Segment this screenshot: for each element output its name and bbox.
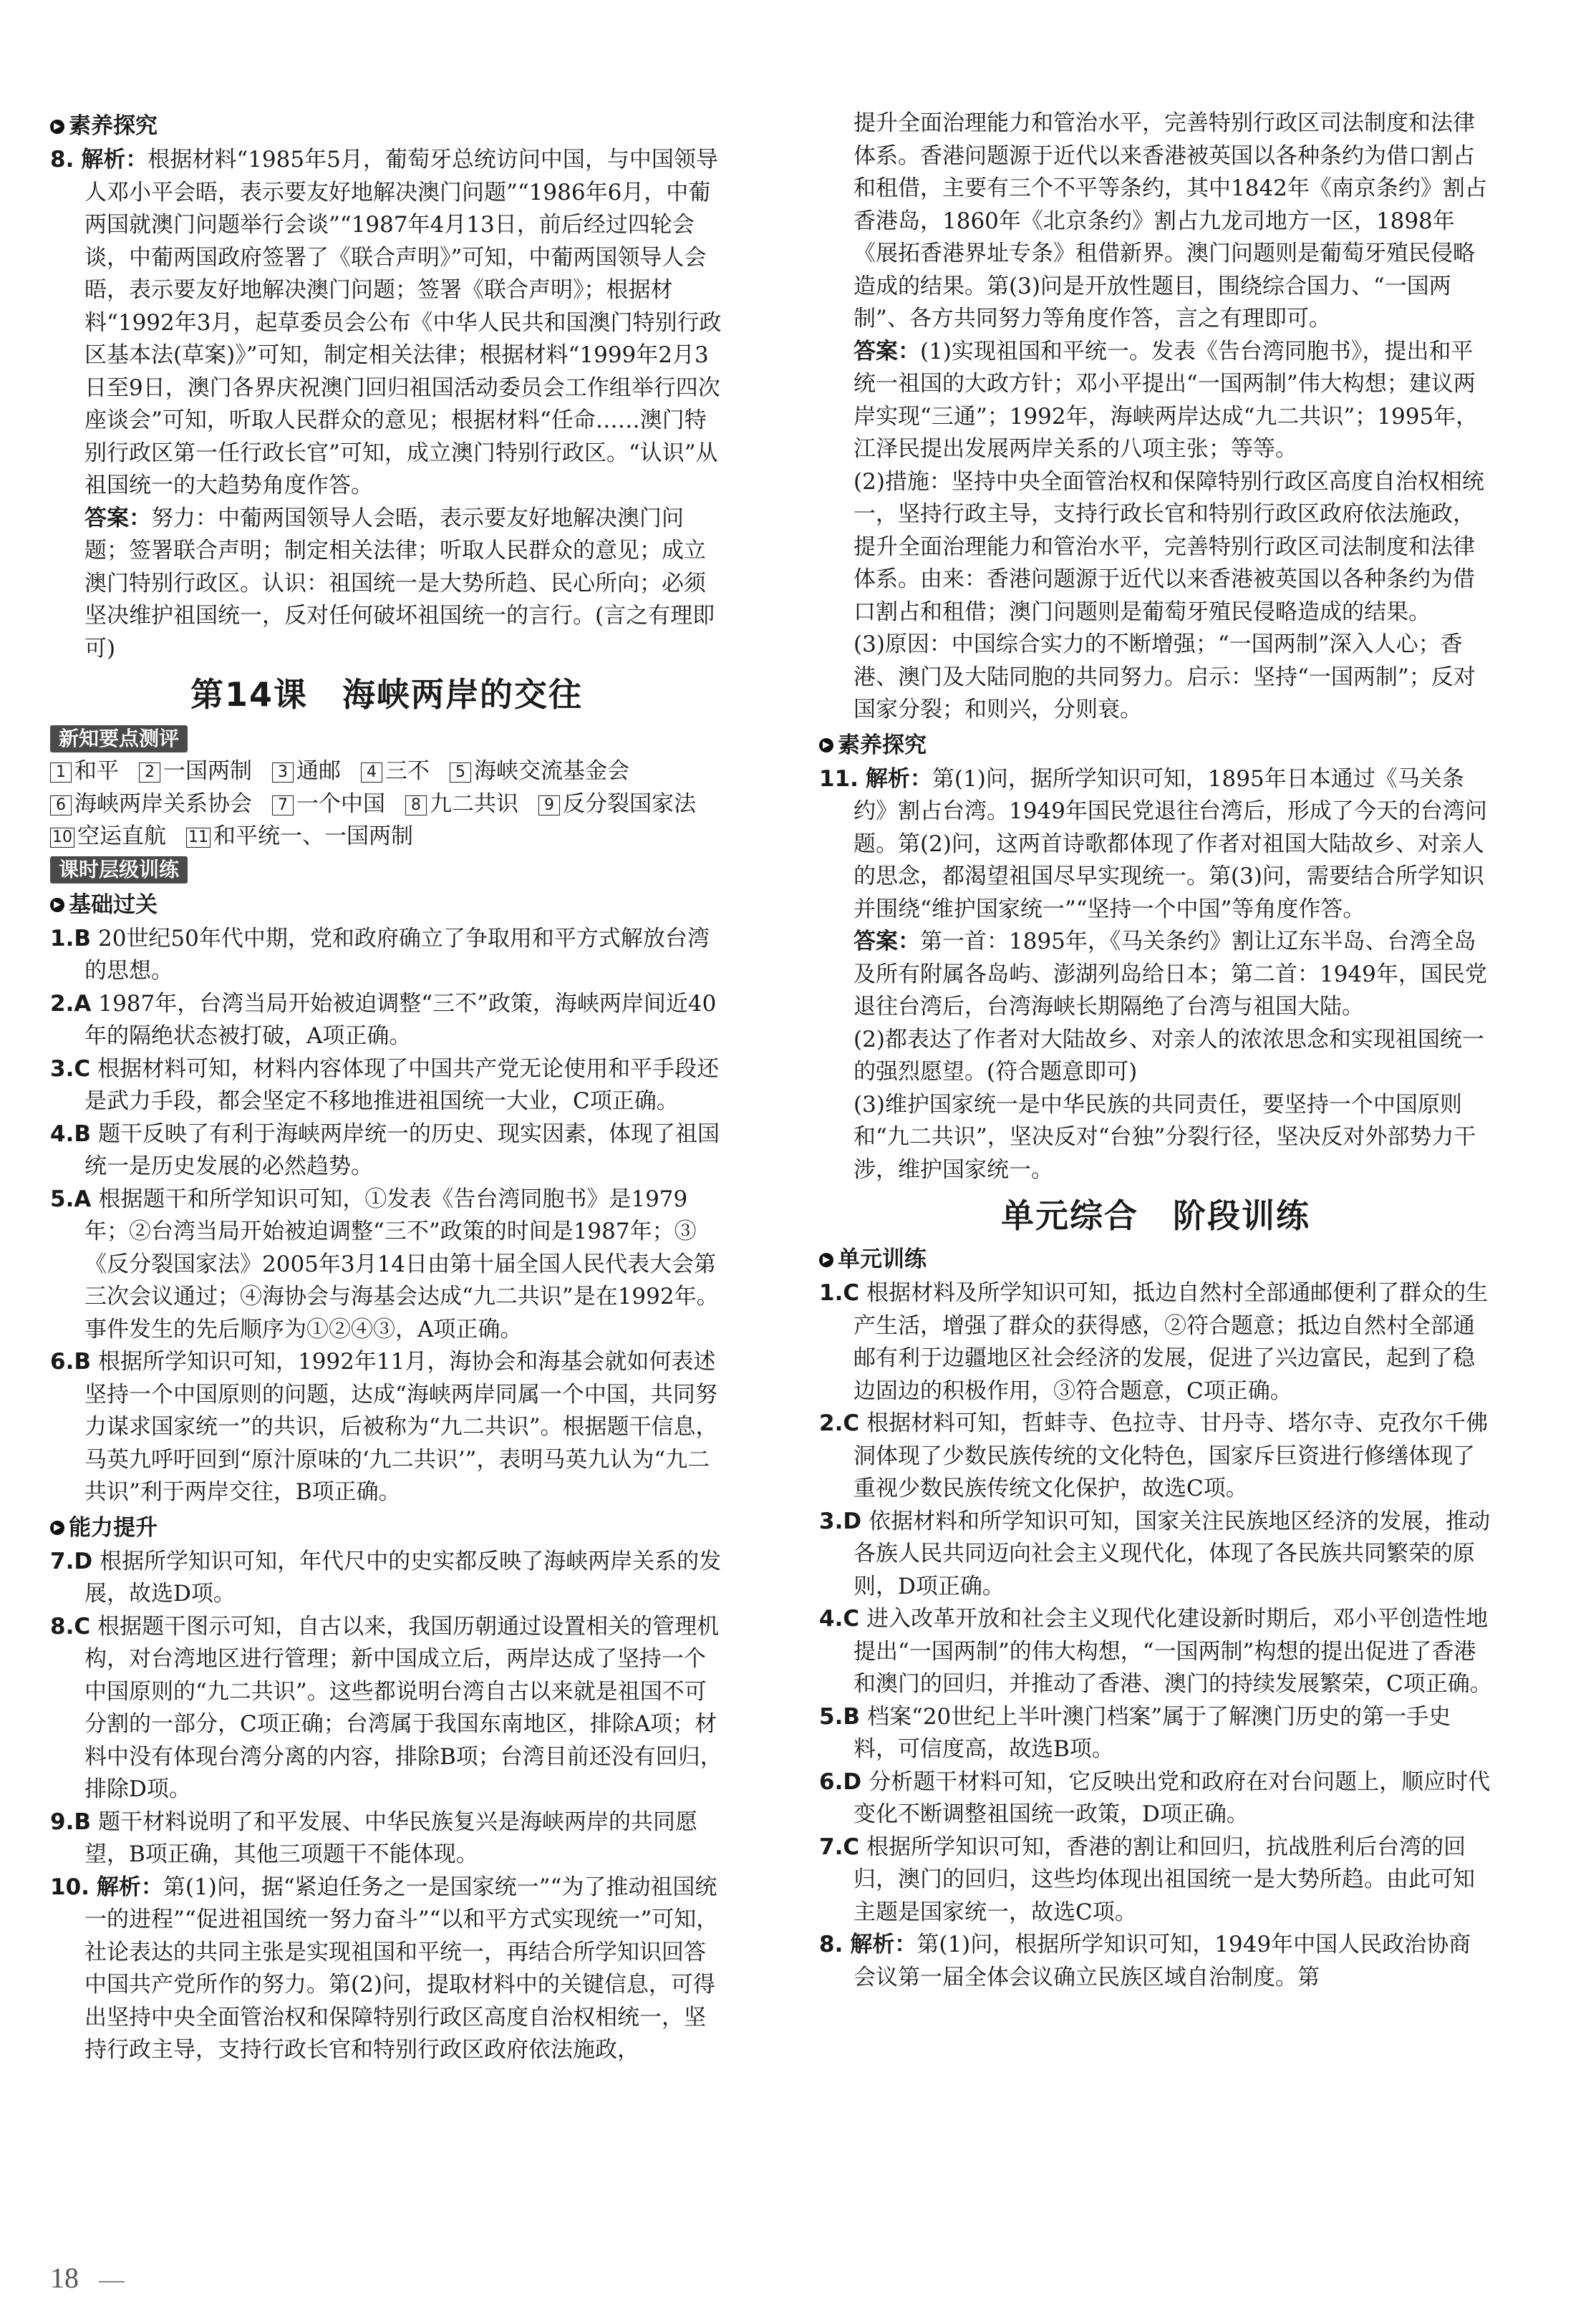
play-icon: ▶ <box>50 898 64 912</box>
answer-item: 1.C 根据材料及所学知识可知，抵边自然村全部通邮便利了群众的生产生活，增强了群众的获得感，②符合题意；抵边自然村全部通邮有利于边疆地区社会经济的发展，促进了兴边富民，起到了稳边固边的积极作用，③符合题意，C项正确。 <box>819 1280 1489 1404</box>
answer-item: 2.C 根据材料可知，哲蚌寺、色拉寺、甘丹寺、塔尔寺、克孜尔千佛洞体现了少数民族传统的文化特色，国家斥巨资进行修缮体现了重视少数民族传统文化保护，故选C项。 <box>819 1410 1489 1501</box>
keyword-number: 2 <box>139 762 160 783</box>
keyword-text: 海峡两岸关系协会 <box>74 790 252 817</box>
play-icon: ▶ <box>50 120 64 134</box>
keyword-answer <box>450 755 629 788</box>
section-header-jichu <box>50 889 723 921</box>
keyword-text: 海峡交流基金会 <box>474 758 629 784</box>
answer-block-10-1: 答案：(1)实现祖国和平统一。发表《告台湾同胞书》，提出和平统一祖国的大政方针；邓小平提出“一国两制”伟大构想；建议两岸实现“三通”；1992年，海峡两岸达成“九二共识”；1995年，江泽民提出发展两岸关系的八项主张；等等。 <box>853 338 1479 462</box>
keyword-number: 1 <box>50 762 72 783</box>
keyword-number: 11 <box>186 828 211 848</box>
keyword-answer <box>50 755 119 788</box>
section-title: 单元训练 <box>838 1246 927 1272</box>
unit-items-list <box>819 1277 1492 1929</box>
keyword-text: 一个中国 <box>296 790 385 817</box>
answer-block-11-3: (3)维护国家统一是中华民族的共同责任，要坚持一个中国原则和“九二共识”，坚决反对“台独”分裂行径，坚决反对外部势力干涉，维护国家统一。 <box>853 1091 1476 1183</box>
keyword-answer <box>361 755 430 788</box>
keyword-answer <box>272 788 385 821</box>
keyword-text: 九二共识 <box>430 790 518 817</box>
right-column <box>819 107 1492 1994</box>
keyword-answer <box>272 755 341 788</box>
keyword-number: 7 <box>272 795 294 815</box>
lesson-title: 第14课 海峡两岸的交往 <box>190 675 583 714</box>
answer-block-11-1: 答案：第一首：1895年，《马关条约》割让辽东半岛、台湾全岛及所有附属各岛屿、澎湖列岛给日本；第二首：1949年，国民党退往台湾后，台湾海峡长期隔绝了台湾与祖国大陆。 <box>853 929 1487 1020</box>
answer-block-10-2: (2)措施：坚持中央全面管治权和保障特别行政区高度自治权相统一，坚持行政主导，支持行政长官和特别行政区政府依法施政，提升全面治理能力和管治水平，完善特别行政区司法制度和法律体系。由来：香港问题源于近代以来香港被英国以各种条约为借口割占和租借；澳门问题则是葡萄牙殖民侵略造成的结果。 <box>853 468 1484 625</box>
badge-xinzhi: 新知要点测评 <box>50 725 188 752</box>
answer-block-8: 答案：努力：中葡两国领导人会晤，表示要友好地解决澳门问题；签署联合声明；制定相关法律；听取人民群众的意见；成立澳门特别行政区。认识：祖国统一是大势所趋、民心所向；必须坚决维护祖国统一，反对任何破坏祖国统一的言行。(言之有理即可) <box>84 505 715 662</box>
answer-item: 8.C 根据题干图示可知，自古以来，我国历朝通过设置相关的管理机构，对台湾地区进行管理；新中国成立后，两岸达成了坚持一个中国原则的“九二共识”。这些都说明台湾自古以来就是祖国不可分割的一部分，C项正确；台湾属于我国东南地区，排除A项；材料中没有体现台湾分离的内容，排除B项；台湾目前还没有回归，排除D项。 <box>50 1613 722 1802</box>
answer-item: 3.C 根据材料可知，材料内容体现了中国共产党无论使用和平手段还是武力手段，都会坚定不移地推进祖国统一大业，C项正确。 <box>50 1055 720 1114</box>
answer-block-11-2: (2)都表达了作者对大陆故乡、对亲人的浓浓思念和实现祖国统一的强烈愿望。(符合题意即可) <box>853 1026 1484 1085</box>
play-icon: ▶ <box>50 1521 64 1535</box>
keyword-number: 6 <box>50 795 72 815</box>
answer-item-10-cont: 提升全面治理能力和管治水平，完善特别行政区司法制度和法律体系。香港问题源于近代以来香港被英国以各种条约为借口割占和租借，主要有三个不平等条约，其中1842年《南京条约》割占香港岛，1860年《北京条约》割占九龙司地方一区，1898年《展拓香港界址专条》租借新界。澳门问题则是葡萄牙殖民侵略造成的结果。第(3)问是开放性题目，围绕综合国力、“一国两制”、各方共同努力等角度作答，言之有理即可。 <box>853 110 1487 331</box>
keyword-text: 反分裂国家法 <box>563 790 696 817</box>
answer-item-10: 10. 解析：第(1)问，据“紧迫任务之一是国家统一”“为了推动祖国统一的进程”“促进祖国统一努力奋斗”“以和平方式实现统一”可知，社论表达的共同主张是实现祖国和平统一，再结合所学知识回答中国共产党所作的努力。第(2)问，提取材料中的关键信息，可得出坚持中央全面管治权和保障特别行政区高度自治权相统一，坚持行政主导，支持行政长官和特别行政区政府依法施政， <box>50 1874 719 2063</box>
answer-item: 6.B 根据所学知识可知，1992年11月，海协会和海基会就如何表述坚持一个中国原则的问题，达成“海峡两岸同属一个中国，共同努力谋求国家统一”的共识，后被称为“九二共识”。根据题干信息，马英九呼吁回到“原汁原味的‘九二共识’”，表明马英九认为“九二共识”利于两岸交往，B项正确。 <box>50 1349 718 1505</box>
play-icon: ▶ <box>819 1253 833 1267</box>
section-header-danyuan <box>819 1244 1492 1276</box>
section-header-suyang-2 <box>819 730 1492 762</box>
answer-item: 2.A 1987年，台湾当局开始被迫调整“三不”政策，海峡两岸间近40年的隔绝状态被打破，A项正确。 <box>50 990 717 1049</box>
keyword-answer <box>50 788 252 821</box>
basic-items-list <box>50 923 723 1509</box>
page-number: 18 <box>50 2262 79 2294</box>
unit-title: 单元综合 阶段训练 <box>1001 1196 1310 1235</box>
keyword-text: 一国两制 <box>163 758 252 784</box>
keyword-text: 通邮 <box>296 758 341 784</box>
answer-item: 5.A 根据题干和所学知识可知，①发表《告台湾同胞书》是1979年；②台湾当局开始被迫调整“三不”政策的时间是1987年；③《反分裂国家法》2005年3月14日由第十届全国人民代表大会第三次会议通过；④海协会与海基会达成“九二共识”是在1992年。事件发生的先后顺序为①②④③，A项正确。 <box>50 1186 719 1342</box>
keyword-number: 10 <box>50 828 74 848</box>
keyword-number: 8 <box>405 795 427 815</box>
section-title: 基础过关 <box>69 891 158 918</box>
answer-item: 1.B 20世纪50年代中期，党和政府确立了争取用和平方式解放台湾的思想。 <box>50 925 710 984</box>
section-title: 能力提升 <box>69 1514 158 1541</box>
keyword-answer <box>50 820 166 853</box>
left-column <box>50 107 723 2067</box>
answer-item-8: 8. 解析：根据材料“1985年5月，葡萄牙总统访问中国，与中国领导人邓小平会晤，表示要友好地解决澳门问题”“1986年6月，中葡两国就澳门问题举行会谈”“1987年4月13日，前后经过四轮会谈，中葡两国政府签署了《联合声明》”可知，中葡两国领导人会晤，表示要友好地解决澳门问题；签署《联合声明》；根据材料“1992年3月，起草委员会公布《中华人民共和国澳门特别行政区基本法(草案)》”可知，制定相关法律；根据材料“1999年2月3日至9日，澳门各界庆祝澳门回归祖国活动委员会工作组举行四次座谈会”可知，听取人民群众的意见；根据材料“任命……澳门特别行政区第一任行政长官”可知，成立澳门特别行政区。“认识”从祖国统一的大趋势角度作答。 <box>50 147 722 498</box>
keyword-answer <box>186 820 413 853</box>
answer-item: 7.D 根据所学知识可知，年代尺中的史实都反映了海峡两岸关系的发展，故选D项。 <box>50 1548 722 1607</box>
keyword-answers <box>50 755 723 853</box>
play-icon: ▶ <box>819 738 833 752</box>
keyword-number: 4 <box>361 762 382 783</box>
keyword-answer <box>139 755 252 788</box>
answer-item-unit-8: 8. 解析：第(1)问，根据所学知识可知，1949年中国人民政治协商会议第一届全体会议确立民族区域自治制度。第 <box>819 1932 1471 1990</box>
keyword-number: 5 <box>450 762 471 783</box>
ability-items-list <box>50 1546 723 1872</box>
answer-item: 3.D 依据材料和所学知识可知，国家关注民族地区经济的发展，推动各族人民共同迈向社会主义现代化，体现了各民族共同繁荣的原则，D项正确。 <box>819 1508 1491 1599</box>
answer-item: 6.D 分析题干材料可知，它反映出党和政府在对台问题上，顺应时代变化不断调整祖国统一政策，D项正确。 <box>819 1768 1491 1827</box>
keyword-answer <box>538 788 696 821</box>
section-header-suyang <box>50 110 723 142</box>
answer-item: 7.C 根据所学知识可知，香港的割让和回归，抗战胜利后台湾的回归，澳门的回归，这些均体现出祖国统一是大势所趋。由此可知主题是国家统一，故选C项。 <box>819 1834 1475 1925</box>
section-title: 素养探究 <box>69 113 158 139</box>
keyword-answer <box>405 788 518 821</box>
keyword-number: 3 <box>272 762 294 783</box>
keyword-text: 和平 <box>74 758 119 784</box>
section-title: 素养探究 <box>838 732 927 758</box>
answer-item: 4.C 进入改革开放和社会主义现代化建设新时期后，邓小平创造性地提出“一国两制”的伟大构想，“一国两制”构想的提出促进了香港和澳门的回归，并推动了香港、澳门的持续发展繁荣，C项正确。 <box>819 1606 1492 1697</box>
answer-item: 5.B 档案“20世纪上半叶澳门档案”属于了解澳门历史的第一手史料，可信度高，故选B项。 <box>819 1703 1451 1762</box>
keyword-text: 三不 <box>385 758 430 784</box>
answer-item: 9.B 题干材料说明了和平发展、中华民族复兴是海峡两岸的共同愿望，B项正确，其他三项题干不能体现。 <box>50 1809 697 1867</box>
footer-divider <box>99 2281 125 2282</box>
section-header-nengli <box>50 1512 723 1544</box>
answer-item: 4.B 题干反映了有利于海峡两岸统一的历史、现实因素，体现了祖国统一是历史发展的必然趋势。 <box>50 1120 720 1179</box>
answer-item-11: 11. 解析：第(1)问，据所学知识可知，1895年日本通过《马关条约》割占台湾。1949年国民党退往台湾后，形成了今天的台湾问题。第(2)问，这两首诗歌都体现了作者对祖国大陆故乡、对亲人的思念，都渴望祖国尽早实现统一。第(3)问，需要结合所学知识并围绕“维护国家统一”“坚持一个中国”等角度作答。 <box>819 765 1487 922</box>
keyword-number: 9 <box>538 795 560 815</box>
answer-block-10-3: (3)原因：中国综合实力的不断增强；“一国两制”深入人心；香港、澳门及大陆同胞的共同努力。启示：坚持“一国两制”；反对国家分裂；和则兴，分则衰。 <box>853 631 1476 722</box>
keyword-text: 空运直航 <box>77 823 166 849</box>
badge-keshi: 课时层级训练 <box>50 856 188 883</box>
keyword-text: 和平统一、一国两制 <box>213 823 413 849</box>
